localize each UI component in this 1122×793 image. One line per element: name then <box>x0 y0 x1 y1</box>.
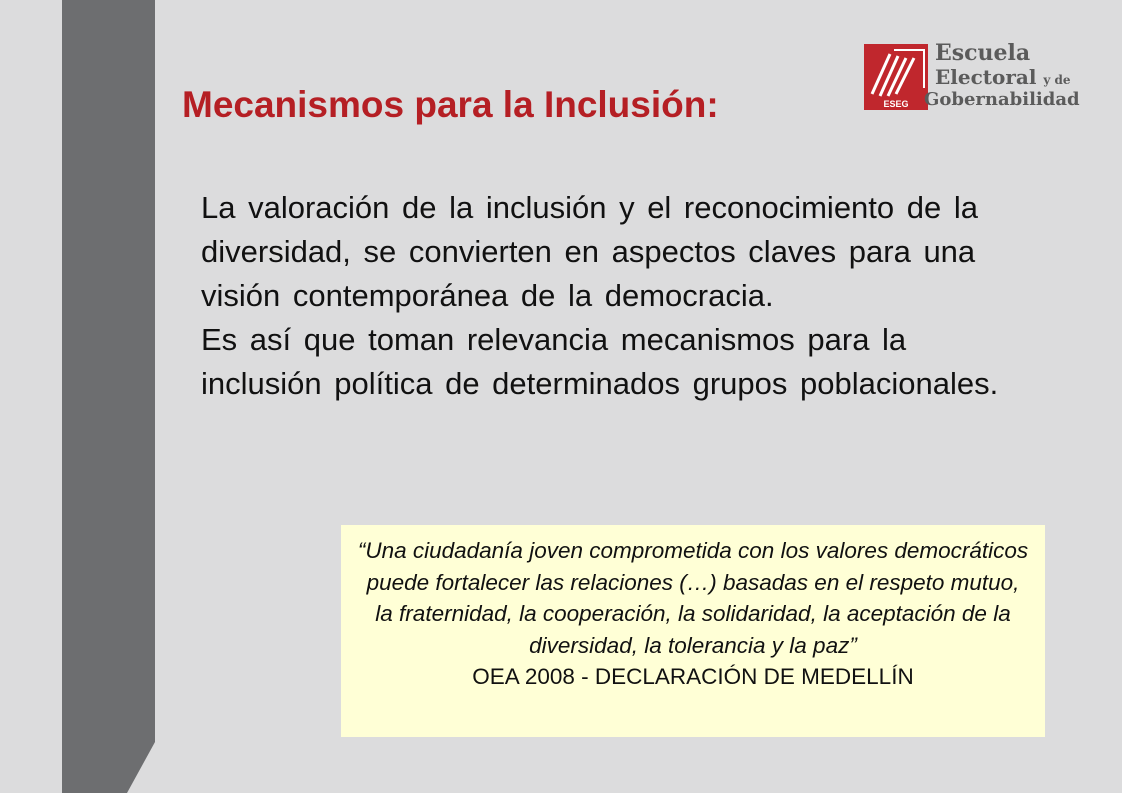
eseg-logo <box>864 40 1080 118</box>
body-text <box>201 186 1021 406</box>
logo-line-gobernabilidad: Gobernabilidad <box>924 89 1080 110</box>
body-paragraph-1: La valoración de la inclusión y el reconocimiento de la diversidad, se convierten en aspectos claves para una visión contemporánea de la democracia. <box>201 190 978 313</box>
logo-mark-text: ESEG <box>883 99 909 109</box>
quote-source: OEA 2008 - DECLARACIÓN DE MEDELLÍN <box>472 664 914 689</box>
body-paragraph-2: Es así que toman relevancia mecanismos para la inclusión política de determinados grupos poblacionales. <box>201 322 999 401</box>
logo-line-escuela: Escuela <box>935 40 1031 66</box>
logo-line-electoral <box>935 65 1071 89</box>
quote-text: “Una ciudadanía joven comprometida con los valores democráticos puede fortalecer las relaciones (…) basadas en el respeto mutuo, la fraternidad, la cooperación, la solidaridad, la aceptación de la diversidad, la tolerancia y la paz” <box>357 538 1029 658</box>
logo-line-electoral-main: Electoral <box>935 65 1037 89</box>
quote-box <box>341 525 1045 737</box>
slide-title: Mecanismos para la Inclusión: <box>182 84 719 125</box>
logo-line-electoral-suffix: y de <box>1043 73 1071 87</box>
eseg-logo-mark <box>864 44 928 110</box>
